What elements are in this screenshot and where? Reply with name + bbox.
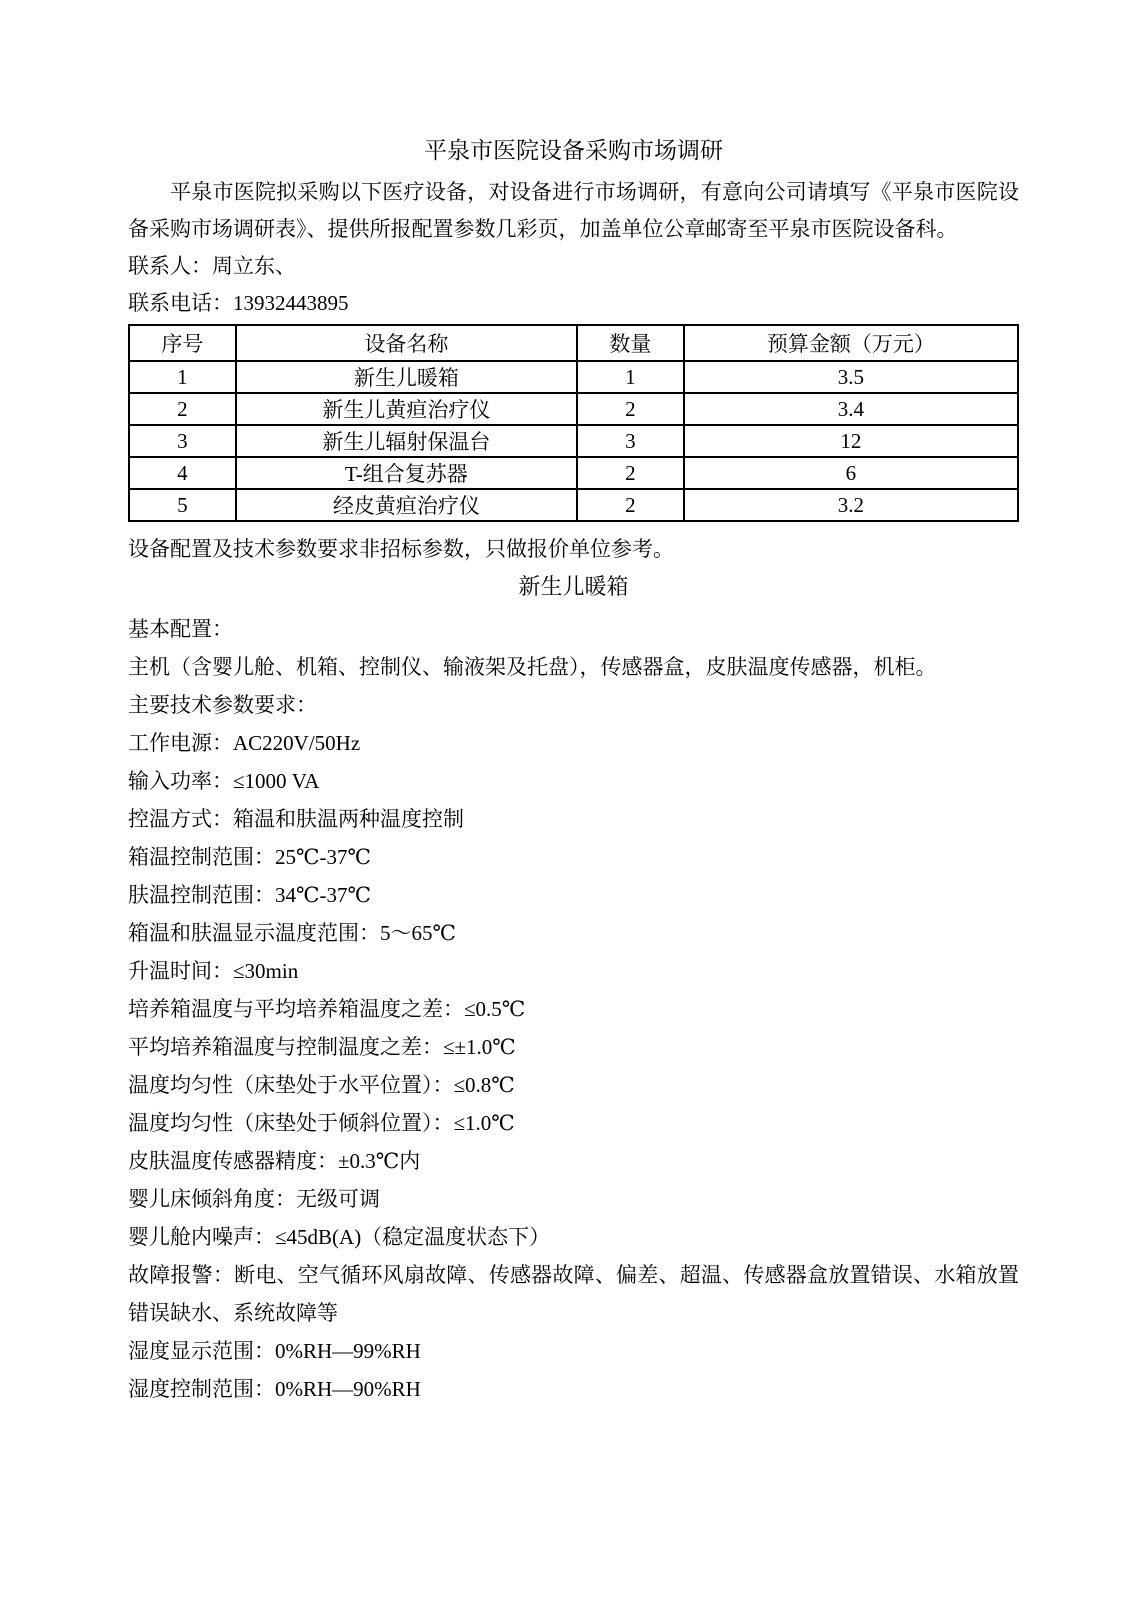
spec-line: 培养箱温度与平均培养箱温度之差：≤0.5℃ bbox=[128, 997, 526, 1021]
table-cell: 2 bbox=[577, 393, 684, 425]
table-cell: 新生儿暖箱 bbox=[236, 361, 577, 393]
table-cell: 1 bbox=[577, 361, 684, 393]
spec-line: 主要技术参数要求： bbox=[128, 693, 317, 717]
equipment-table bbox=[128, 324, 1019, 522]
spec-line: 箱温和肤温显示温度范围：5～65℃ bbox=[128, 921, 456, 945]
spec-line: 箱温控制范围：25℃-37℃ bbox=[128, 845, 371, 869]
table-cell: 1 bbox=[129, 361, 236, 393]
table-cell: 3.2 bbox=[684, 489, 1018, 521]
table-cell: 3 bbox=[129, 425, 236, 457]
table-header-cell-3: 预算金额（万元） bbox=[684, 325, 1018, 361]
table-row-3 bbox=[129, 425, 1018, 457]
spec-line: 湿度显示范围：0%RH—99%RH bbox=[128, 1339, 421, 1363]
spec-line: 工作电源：AC220V/50Hz bbox=[128, 731, 361, 755]
spec-line: 平均培养箱温度与控制温度之差：≤±1.0℃ bbox=[128, 1035, 516, 1059]
table-body bbox=[129, 361, 1018, 521]
table-cell: 5 bbox=[129, 489, 236, 521]
spec-line: 控温方式：箱温和肤温两种温度控制 bbox=[128, 807, 464, 831]
table-header-cell-1: 设备名称 bbox=[236, 325, 577, 361]
note-paragraph: 设备配置及技术参数要求非招标参数，只做报价单位参考。 bbox=[128, 537, 674, 561]
table-row-5 bbox=[129, 489, 1018, 521]
table-head bbox=[129, 325, 1018, 361]
table-cell: 3 bbox=[577, 425, 684, 457]
table-cell: 2 bbox=[577, 457, 684, 489]
table-cell: T-组合复苏器 bbox=[236, 457, 577, 489]
table-row-4 bbox=[129, 457, 1018, 489]
table-cell: 3.5 bbox=[684, 361, 1018, 393]
spec-line: 升温时间：≤30min bbox=[128, 959, 299, 983]
table-header-cell-0: 序号 bbox=[129, 325, 236, 361]
contact-person-line: 联系人：周立东、 bbox=[128, 254, 296, 278]
table-cell: 3.4 bbox=[684, 393, 1018, 425]
spec-line: 湿度控制范围：0%RH—90%RH bbox=[128, 1377, 421, 1401]
table-header-row bbox=[129, 325, 1018, 361]
table-cell: 新生儿黄疸治疗仪 bbox=[236, 393, 577, 425]
table-row-2 bbox=[129, 393, 1018, 425]
document-title: 平泉市医院设备采购市场调研 bbox=[424, 138, 723, 163]
table-header-cell-2: 数量 bbox=[577, 325, 684, 361]
table-cell: 6 bbox=[684, 457, 1018, 489]
table-cell: 新生儿辐射保温台 bbox=[236, 425, 577, 457]
spec-line: 输入功率：≤1000 VA bbox=[128, 769, 320, 793]
spec-line: 婴儿床倾斜角度：无级可调 bbox=[128, 1187, 380, 1211]
spec-line: 婴儿舱内噪声：≤45dB(A)（稳定温度状态下） bbox=[128, 1225, 551, 1249]
intro-paragraph: 平泉市医院拟采购以下医疗设备，对设备进行市场调研，有意向公司请填写《平泉市医院设备采购市场调研表》、提供所报配置参数几彩页，加盖单位公章邮寄至平泉市医院设备科。 bbox=[128, 180, 1019, 241]
table-cell: 12 bbox=[684, 425, 1018, 457]
spec-line: 基本配置： bbox=[128, 617, 233, 641]
contact-phone-line: 联系电话：13932443895 bbox=[128, 291, 349, 315]
table-cell: 2 bbox=[129, 393, 236, 425]
table-cell: 经皮黄疸治疗仪 bbox=[236, 489, 577, 521]
table-cell: 2 bbox=[577, 489, 684, 521]
spec-line: 温度均匀性（床垫处于水平位置）：≤0.8℃ bbox=[128, 1073, 515, 1097]
table-row-1 bbox=[129, 361, 1018, 393]
spec-line: 皮肤温度传感器精度：±0.3℃内 bbox=[128, 1149, 421, 1173]
spec-line: 主机（含婴儿舱、机箱、控制仪、输液架及托盘），传感器盒，皮肤温度传感器，机柜。 bbox=[128, 655, 937, 679]
section-heading: 新生儿暖箱 bbox=[518, 574, 629, 599]
spec-list bbox=[128, 610, 1019, 1408]
spec-line: 故障报警：断电、空气循环风扇故障、传感器故障、偏差、超温、传感器盒放置错误、水箱放置错误缺水、系统故障等 bbox=[128, 1263, 1019, 1325]
spec-line: 温度均匀性（床垫处于倾斜位置）：≤1.0℃ bbox=[128, 1111, 515, 1135]
table-cell: 4 bbox=[129, 457, 236, 489]
spec-line: 肤温控制范围：34℃-37℃ bbox=[128, 883, 371, 907]
